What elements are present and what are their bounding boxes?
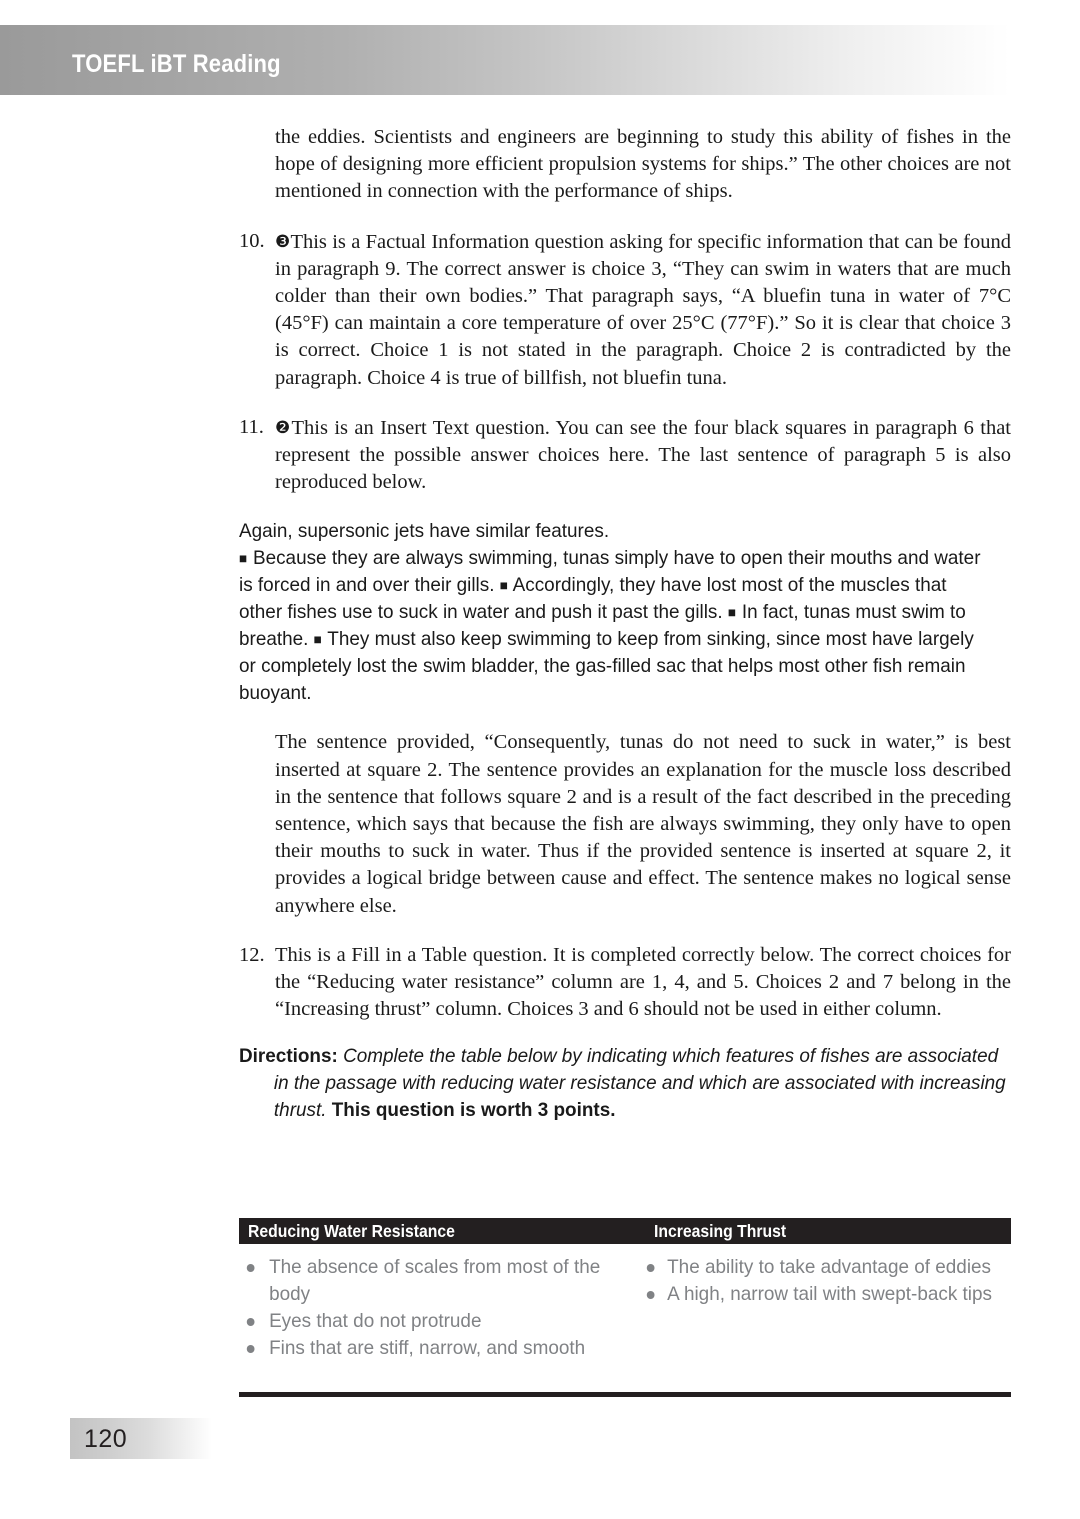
passage-squares-paragraph [239,545,988,707]
list-item [639,1254,1000,1281]
directions-instruction: Complete the table below by indicating which features of fishes are associated in the passage with reducing water resistance and which are associated with increasing thrust. [273,1045,1006,1122]
answer-table-body [239,1244,1011,1397]
insert-square-icon-2: ■ [499,577,509,594]
bullet-icon [647,1291,655,1299]
item-11-text: This is an Insert Text question. You can see the four black squares in paragraph 6 that represent the possible answer choices here. The last sentence of paragraph 5 is also reproduced below. [275,416,1011,494]
page-title: TOEFL iBT Reading [72,50,281,78]
column-header-increasing-thrust: Increasing Thrust [653,1220,786,1241]
answer-table [239,1218,1011,1397]
directions-block [239,1043,1011,1124]
increasing-thrust-list [639,1254,1011,1308]
item-number-12: 12. [239,943,265,966]
passage-segment-3: In fact, tunas must swim to breathe. [239,601,966,651]
circled-answer-icon-2: ❷ [275,417,292,437]
circled-answer-icon-3: ❸ [275,231,291,251]
item-number-10: 10. [239,229,265,252]
list-item-label: The ability to take advantage of eddies [667,1256,992,1278]
list-item [639,1281,1000,1308]
reducing-water-resistance-list [239,1254,639,1362]
list-item-label: Eyes that do not protrude [269,1310,482,1332]
directions-label: Directions: [239,1045,338,1068]
list-item [239,1254,627,1308]
directions-points-note: This question is worth 3 points. [331,1099,616,1122]
list-item [239,1308,627,1335]
passage-line-1: Again, supersonic jets have similar features. [239,520,610,543]
answer-table-header-row [239,1218,1011,1244]
bullet-icon [647,1264,655,1272]
item-number-11: 11. [239,415,264,438]
bullet-icon [247,1264,255,1272]
insert-square-icon-4: ■ [313,631,323,648]
insert-square-icon-3: ■ [727,604,737,621]
answer-item-12 [239,942,1011,1024]
passage-excerpt-block [239,518,988,707]
list-item-label: Fins that are stiff, narrow, and smooth [269,1337,586,1359]
continued-paragraph: the eddies. Scientists and engineers are beginning to study this ability of fishes in the hope of designing more efficient propulsion systems for ships.” The other choices are not mentioned in connection with the performance of ships. [275,126,1011,203]
list-item [239,1335,627,1362]
passage-segment-1: Because they are always swimming, tunas simply have to open their mouths and water is forced in and over their gills. [239,547,981,597]
item-12-text: This is a Fill in a Table question. It is completed correctly below. The correct choices for the “Reducing water resistance” column are 1, 4, and 5. Choices 2 and 7 belong in the “Increasing thrust” column. Choices 3 and 6 should not be used in either column. [275,943,1011,1021]
insert-square-icon-1: ■ [239,550,248,567]
bullet-icon [247,1345,255,1353]
page-number: 120 [84,1425,128,1453]
answer-item-10 [239,228,1011,392]
answer-item-11 [239,414,1011,497]
page-content [239,124,1011,1124]
list-item-label: The absence of scales from most of the body [269,1256,601,1305]
passage-segment-4: They must also keep swimming to keep from sinking, since most have largely or completely lost the swim bladder, the gas-filled sac that helps most other fish remain buoyant. [239,628,974,705]
passage-segment-2: Accordingly, they have lost most of the muscles that other fishes use to suck in water and push it past the gills. [239,574,947,624]
explanation-paragraph-11: The sentence provided, “Consequently, tunas do not need to suck in water,” is best inserted at square 2. The sentence provides an explanation for the muscle loss described in the sentence that follows square 2 and is a result of the fact described in the preceding sentence, which says that because the fish are always swimming, they only have to open their mouths to suck in water. Thus if the provided sentence is inserted at square 2, it provides a logical bridge between cause and effect. The sentence makes no logical sense anywhere else. [275,731,1011,917]
list-item-label: A high, narrow tail with swept-back tips [667,1283,992,1305]
answer-table-column-1 [239,1254,639,1374]
bullet-icon [247,1318,255,1326]
column-header-reducing-water-resistance: Reducing Water Resistance [248,1220,455,1241]
answer-table-column-2 [639,1254,1011,1374]
item-10-text: This is a Factual Information question asking for specific information that can be found in paragraph 9. The correct answer is choice 3, “They can swim in waters that are much colder than their own bodies.” That paragraph says, “A bluefin tuna in water of 7°C (45°F) can maintain a core temperature of over 25°C (77°F).” So it is clear that choice 3 is correct. Choice 1 is not stated in the paragraph. Choice 2 is contradicted by the paragraph. Choice 4 is true of billfish, not bluefin tuna. [275,230,1011,389]
